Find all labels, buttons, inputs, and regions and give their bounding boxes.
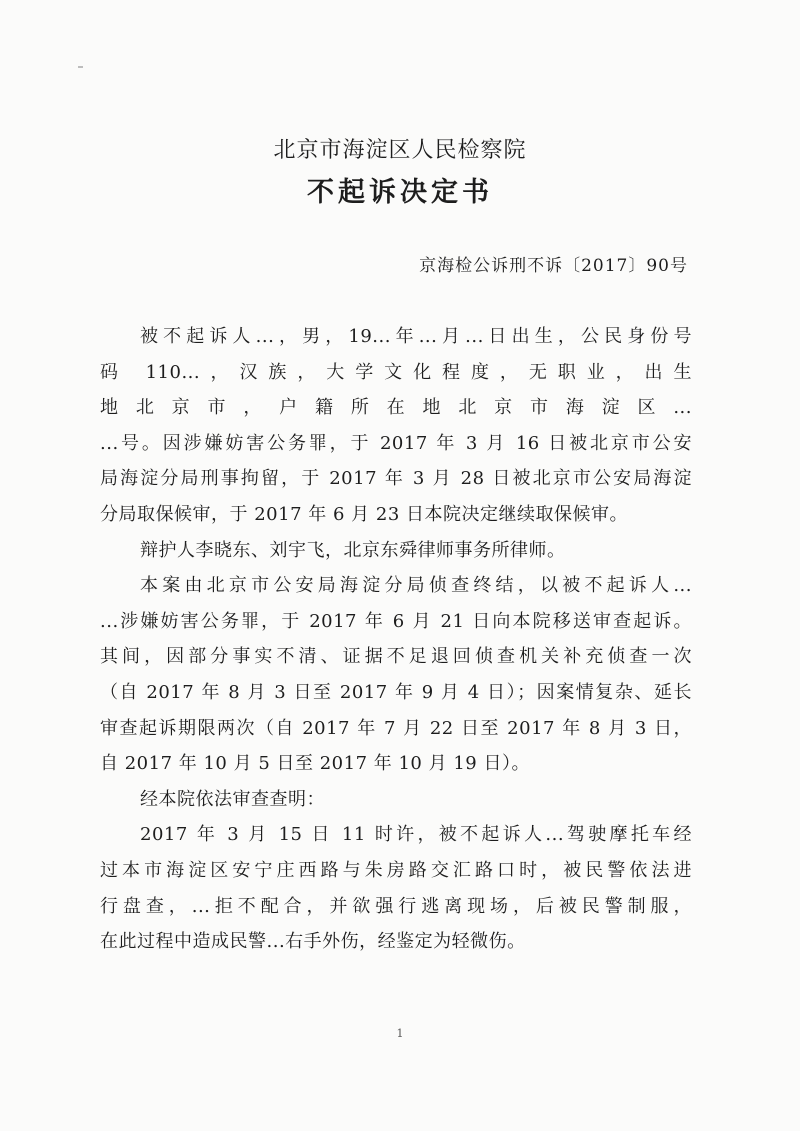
body-line: ...号。因涉嫌妨害公务罪，于 2017 年 3 月 16 日被北京市公安 [100, 432, 692, 454]
page-number: 1 [396, 1027, 404, 1040]
issuing-organization: 北京市海淀区人民检察院 [273, 138, 527, 163]
body-line: ...涉嫌妨害公务罪，于 2017 年 6 月 21 日向本院移送审查起诉。 [100, 610, 692, 632]
body-line: 经本院依法审查查明： [140, 788, 325, 810]
body-line: 分局取保候审，于 2017 年 6 月 23 日本院决定继续取保候审。 [100, 503, 628, 525]
body-line: 自 2017 年 10 月 5 日至 2017 年 10 月 19 日）。 [100, 753, 530, 775]
body-line: 辩护人李晓东、刘宇飞，北京东舜律师事务所律师。 [140, 539, 566, 561]
body-line: 被不起诉人...，男，19...年...月...日出生，公民身份号 [140, 326, 692, 347]
body-line: 在此过程中造成民警...右手外伤，经鉴定为轻微伤。 [100, 931, 526, 953]
document-body [100, 319, 692, 960]
body-line: 2017 年 3 月 15 日 11 时许，被不起诉人...驾驶摩托车经 [140, 824, 692, 846]
body-line: 审查起诉期限两次（自 2017 年 7 月 22 日至 2017 年 8 月 3 日， [100, 717, 692, 739]
scan-speck [78, 66, 83, 68]
document-title: 不起诉决定书 [307, 177, 493, 208]
body-line: 其间，因部分事实不清、证据不足退回侦查机关补充侦查一次 [100, 646, 692, 668]
body-line: 过本市海淀区安宁庄西路与朱房路交汇路口时，被民警依法进 [100, 859, 692, 881]
body-line: 地北京市，户籍所在地北京市海淀区... [100, 397, 692, 419]
body-line: 本案由北京市公安局海淀分局侦查终结，以被不起诉人... [140, 575, 692, 597]
body-line: 行盘查，...拒不配合，并欲强行逃离现场，后被民警制服， [100, 895, 692, 917]
document-number: 京海检公诉刑不诉〔2017〕90号 [419, 256, 688, 276]
body-line: 局海淀分局刑事拘留，于 2017 年 3 月 28 日被北京市公安局海淀 [100, 468, 692, 490]
body-line: 码 110...，汉族，大学文化程度，无职业，出生 [100, 361, 692, 383]
body-line: （自 2017 年 8 月 3 日至 2017 年 9 月 4 日）；因案情复杂、延长 [100, 681, 692, 703]
